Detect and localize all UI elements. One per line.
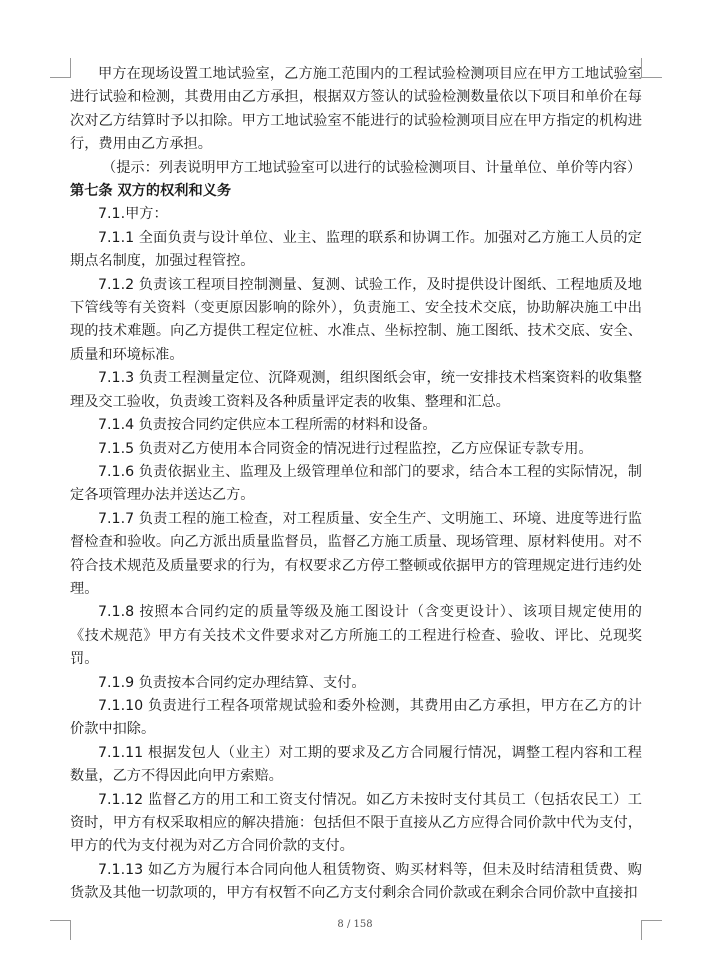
clause-7-1-10: 7.1.10 负责进行工程各项常规试验和委外检测，其费用由乙方承担，甲方在乙方的计价款中扣除。 bbox=[70, 697, 642, 738]
clause-7-1-3: 7.1.3 负责工程测量定位、沉降观测，组织图纸会审，统一安排技术档案资料的收集整理及交工验收，负责竣工资料及各种质量评定表的收集、整理和汇总。 bbox=[70, 370, 642, 410]
clause-7-1-2: 7.1.2 负责该工程项目控制测量、复测、试验工作，及时提供设计图纸、工程地质及地下管线等有关资料（变更原因影响的除外），负责施工、安全技术交底，协助解决施工中出现的技术难题。向乙方提供工程定位桩、水准点、坐标控制、施工图纸、技术交底、安全、质量和环境标准。 bbox=[70, 276, 642, 363]
subsection-label: 7.1.甲方： bbox=[98, 206, 168, 223]
clause-7-1-4: 7.1.4 负责按合同约定供应本工程所需的材料和设备。 bbox=[98, 417, 437, 434]
clause-7-1-5: 7.1.5 负责对乙方使用本合同资金的情况进行过程监控，乙方应保证专款专用。 bbox=[98, 440, 593, 457]
clause-7-1-6: 7.1.6 负责依据业主、监理及上级管理单位和部门的要求，结合本工程的实际情况，制定各项管理办法并送达乙方。 bbox=[70, 463, 642, 504]
clause-7-1-7: 7.1.7 负责工程的施工检查，对工程质量、安全生产、文明施工、环境、进度等进行监督检查和验收。向乙方派出质量监督员，监督乙方施工质量、现场管理、原材料使用。对不符合技术规范及质量要求的行为，有权要求乙方停工整顿或依据甲方的管理规定进行违约处理。 bbox=[70, 510, 642, 597]
clause-7-1-11: 7.1.11 根据发包人（业主）对工期的要求及乙方合同履行情况，调整工程内容和工程数量，乙方不得因此向甲方索赔。 bbox=[70, 744, 642, 785]
crop-mark-top-right-horizontal bbox=[642, 77, 662, 78]
clause-7-1-12: 7.1.12 监督乙方的用工和工资支付情况。如乙方未按时支付其员工（包括农民工）工资时，甲方有权采取相应的解决措施：包括但不限于直接从乙方应得合同价款中代为支付，甲方的代为支付视为对乙方合同价款的支付。 bbox=[70, 791, 642, 855]
clause-7-1-13: 7.1.13 如乙方为履行本合同向他人租赁物资、购买材料等，但未及时结清租赁费、购货款及其他一切款项的，甲方有权暂不向乙方支付剩余合同价款或在剩余合同价款中直接扣 bbox=[70, 861, 642, 902]
clause-7-1-8: 7.1.8 按照本合同约定的质量等级及施工图设计（含变更设计）、该项目规定使用的《技术规范》甲方有关技术文件要求对乙方所施工的工程进行检查、验收、评比、兑现奖罚。 bbox=[70, 604, 642, 668]
paragraph-intro: 甲方在现场设置工地试验室，乙方施工范围内的工程试验检测项目应在甲方工地试验室进行试验和检测，其费用由乙方承担，根据双方签认的试验检测数量依以下项目和单价在每次对乙方结算时予以扣除。甲方工地试验室不能进行的试验检测项目应在甲方指定的机构进行，费用由乙方承担。 bbox=[70, 66, 642, 153]
clause-7-1-9: 7.1.9 负责按本合同约定办理结算、支付。 bbox=[98, 674, 366, 691]
clause-7-1-1: 7.1.1 全面负责与设计单位、业主、监理的联系和协调工作。加强对乙方施工人员的定期点名制度，加强过程管控。 bbox=[70, 229, 642, 270]
paragraph-tip: （提示：列表说明甲方工地试验室可以进行的试验检测项目、计量单位、单价等内容） bbox=[102, 159, 642, 176]
crop-mark-top-left-horizontal bbox=[50, 77, 70, 78]
section-heading: 第七条 双方的权利和义务 bbox=[70, 183, 232, 200]
page-number: 8 / 158 bbox=[337, 919, 373, 930]
document-body bbox=[70, 63, 642, 906]
